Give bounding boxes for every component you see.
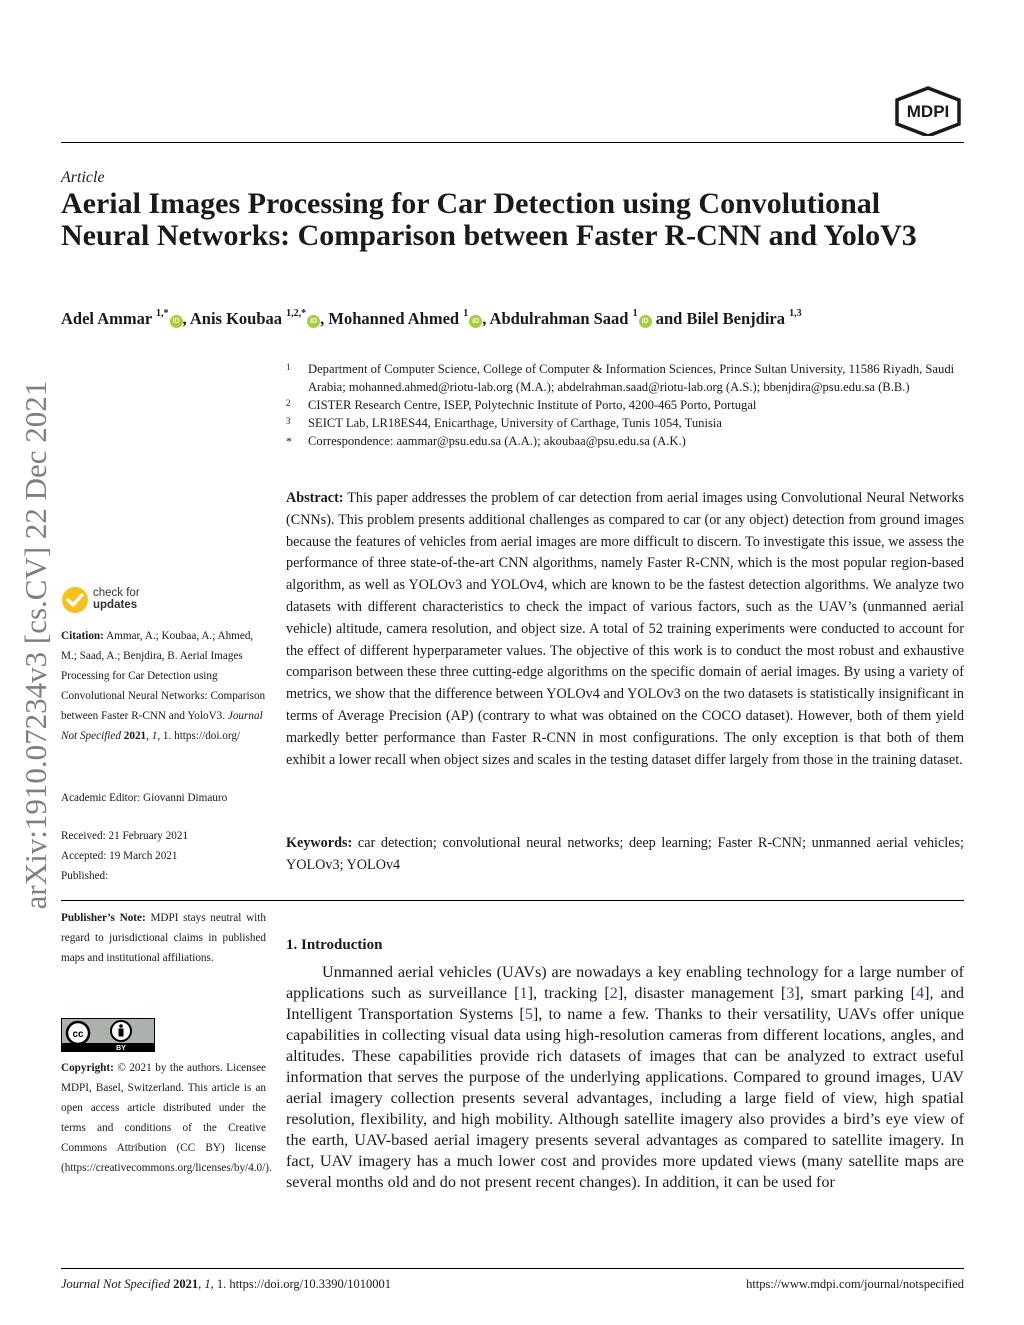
footer-doi[interactable]: , 1. https://doi.org/10.3390/1010001 — [210, 1277, 391, 1291]
affiliations — [286, 360, 966, 450]
arxiv-stamp: arXiv:1910.07234v3 [cs.CV] 22 Dec 2021 — [18, 380, 53, 910]
cc-by-label: BY — [116, 1045, 126, 1052]
published-date: Published: — [61, 870, 109, 882]
affiliation-mark: 1 — [286, 362, 291, 372]
footer-volume: 1 — [204, 1277, 211, 1291]
citation-journal: Journal Not Specified — [61, 710, 263, 742]
citation-label: Citation: — [61, 630, 104, 642]
affiliation-item — [286, 432, 966, 450]
affiliation-item — [286, 396, 966, 414]
footer-rule — [61, 1268, 964, 1269]
article-type: Article — [61, 169, 105, 186]
citation-link[interactable]: 4 — [915, 984, 925, 1002]
citation-volume: 1 — [151, 730, 158, 742]
check-for-updates-button[interactable] — [61, 584, 181, 620]
affiliation-mark: * — [286, 434, 292, 448]
footer-journal: Journal Not Specified — [61, 1277, 171, 1291]
publisher-note-label: Publisher’s Note: — [61, 912, 146, 924]
citation-year: 2021 — [123, 730, 147, 742]
author-list: Adel Ammar $^{1,*}$iD , Anis Koubaa $^{1,2,*}$iD , Mohanned Ahmed $^1$iD , Abdulrahman Saad $^1$iD and Bilel Benjdira $^{1,3}$ — [61, 307, 802, 328]
citation-page: , 1. https://doi.org/ — [157, 730, 241, 742]
footer-url[interactable]: https://www.mdpi.com/journal/notspecified — [746, 1277, 964, 1291]
author-affiliation-mark: 1,2,* — [286, 307, 307, 319]
author-affiliation-mark: 1 — [632, 307, 638, 319]
mdpi-logo-text: MDPI — [906, 102, 950, 121]
author-affiliation-mark: 1,* — [156, 307, 169, 319]
affiliation-mark: 3 — [286, 416, 291, 426]
abstract-label: Abstract: — [286, 490, 344, 506]
received-date: Received: 21 February 2021 — [61, 830, 189, 842]
accepted-date: Accepted: 19 March 2021 — [61, 850, 178, 862]
intro-text-part: Unmanned aerial vehicles (UAVs) are nowadays a key enabling technology for a large number of applications such as surveillance [ — [286, 963, 964, 1002]
cc-icon-glyph: cc — [72, 1029, 84, 1040]
orcid-icon[interactable]: iD — [170, 315, 183, 328]
paper-title: Aerial Images Processing for Car Detection using Convolutional Neural Networks: Comparison between Faster R-CNN and YoloV3 — [61, 187, 917, 252]
section-heading: 1. Introduction — [286, 937, 383, 953]
keywords-text: car detection; convolutional neural networks; deep learning; Faster R-CNN; unmanned aerial vehicles; YOLOv3; YOLOv4 — [286, 835, 965, 873]
cc-by-license-badge[interactable] — [61, 1018, 155, 1052]
publisher-note-text: MDPI stays neutral with regard to jurisdictional claims in published maps and institutional affiliations. — [61, 912, 266, 964]
keywords-label: Keywords: — [286, 835, 353, 851]
author-name: Adel Ammar — [61, 309, 152, 328]
keywords — [286, 833, 964, 877]
citation-text: Ammar, A.; Koubaa, A.; Ahmed, M.; Saad, A.; Benjdira, B. Aerial Images Processing for Car Detection using Convolutional Neural Networks: Comparison between Faster R-CNN and YoloV3. — [61, 630, 266, 722]
copyright-notice — [61, 1058, 272, 1178]
publication-dates — [61, 826, 266, 886]
orcid-icon[interactable]: iD — [307, 315, 320, 328]
intro-text-part: ], disaster management [ — [617, 984, 787, 1002]
author-name: Mohanned Ahmed — [328, 309, 460, 328]
citation-link[interactable]: 1 — [519, 984, 528, 1002]
check-updates-line1: check for — [93, 587, 140, 599]
footer-citation: Journal Not Specified 2021, 1, 1. https://doi.org/10.3390/1010001 — [61, 1277, 391, 1291]
intro-text-part: ], and Intelligent Transportation Systems [ — [286, 984, 965, 1023]
citation-link[interactable]: 3 — [786, 984, 795, 1002]
affiliation-item — [286, 414, 966, 432]
section-rule — [61, 900, 964, 901]
citation-link[interactable]: 5 — [524, 1005, 533, 1023]
affiliation-item — [286, 360, 966, 396]
intro-text-part: ], to name a few. Thanks to their versatility, UAVs offer unique capabilities in collecting visual data using high-resolution cameras from different locations, angles, and altitudes. These capabilities provide rich datasets of images that can be analyzed to extract useful information that serves the purpose of the underlying applications. Compared to ground images, UAV aerial imagery collection presents several advantages, including a large field of view, high spatial resolution, flexibility, and high mobility. Although satellite imagery also provides a bird’s eye view of the earth, UAV-based aerial imagery presents several advantages as compared to satellite imagery. In fact, UAV imagery has a much lower cost and provides more updated views (many satellite maps are several months old and do not present recent changes). In addition, it can be used for — [286, 1005, 965, 1191]
footer-year: 2021 — [173, 1277, 199, 1291]
author-affiliation-mark: 1 — [463, 307, 469, 319]
introduction-text — [286, 962, 964, 1193]
academic-editor: Academic Editor: Giovanni Dimauro — [61, 792, 228, 804]
affiliation-text: SEICT Lab, LR18ES44, Enicarthage, University of Carthage, Tunis 1054, Tunisia — [308, 416, 722, 430]
intro-text-part: ], tracking [ — [527, 984, 610, 1002]
author-name: Abdulrahman Saad — [489, 309, 629, 328]
copyright-label: Copyright: — [61, 1062, 114, 1074]
citation-block: Citation: Ammar, A.; Koubaa, A.; Ahmed, M.; Saad, A.; Benjdira, B. Aerial Images Processing for Car Detection using Convolutional Neural Networks: Comparison between Faster R-CNN and YoloV3. Journal Not Specified 2021, 1, 1. https://doi.org/ — [61, 630, 266, 742]
author-name: Anis Koubaa — [189, 309, 283, 328]
affiliation-mark: 2 — [286, 398, 291, 408]
affiliation-text: CISTER Research Centre, ISEP, Polytechnic Institute of Porto, 4200-465 Porto, Portugal — [308, 398, 757, 412]
author-joiner: and — [655, 309, 683, 328]
abstract — [286, 488, 964, 771]
author-affiliation-mark: 1,3 — [789, 307, 802, 319]
affiliation-text: Correspondence: aammar@psu.edu.sa (A.A.); akoubaa@psu.edu.sa (A.K.) — [308, 434, 686, 448]
intro-text-part: ], smart parking [ — [794, 984, 916, 1002]
abstract-text: This paper addresses the problem of car detection from aerial images using Convolutional Neural Networks (CNNs). This problem presents additional challenges as compared to car (or any object) detection from ground images because the features of vehicles from aerial images are more difficult to discern. To investigate this issue, we assess the performance of three state-of-the-art CNN algorithms, namely Faster R-CNN, which is the most popular region-based algorithm, as well as YOLOv3 and YOLOv4, which are known to be the fastest detection algorithms. We analyze two datasets with different characteristics to check the impact of various factors, such as the UAV’s (unmanned aerial vehicle) altitude, camera resolution, and object size. A total of 52 training experiments were conducted to account for the effect of different hyperparameter values. The objective of this work is to conduct the most robust and exhaustive comparison between these three cutting-edge algorithms on the specific domain of aerial images. By using a variety of metrics, we show that the difference between YOLOv4 and YOLOv3 on the two datasets is statistically insignificant in terms of Average Precision (AP) (contrary to what was obtained on the COCO dataset). However, both of them yield markedly better performance than Faster R-CNN in most configurations. The only exception is that both of them exhibit a lower recall when object sizes and scales in the testing dataset differ largely from those in the training dataset. — [286, 490, 964, 768]
publisher-note — [61, 908, 266, 968]
check-updates-line2: updates — [93, 599, 138, 611]
copyright-text: © 2021 by the authors. Licensee MDPI, Basel, Switzerland. This article is an open access article distributed under the terms and conditions of the Creative Commons Attribution (CC BY) license (https://creativecommons.org/licenses/by/4.0/). — [61, 1062, 272, 1174]
affiliation-text: Department of Computer Science, College of Computer & Information Sciences, Prince Sultan University, 11586 Riyadh, Saudi Arabia; mohanned.ahmed@riotu-lab.org (M.A.); abdelrahman.saad@riotu-lab.org (A.S.); bbenjdira@psu.edu.sa (B.B.) — [308, 362, 955, 394]
citation-link[interactable]: 2 — [609, 984, 618, 1002]
check-updates-icon — [61, 586, 89, 614]
mdpi-logo — [893, 86, 963, 136]
orcid-icon[interactable]: iD — [639, 315, 652, 328]
orcid-icon[interactable]: iD — [469, 315, 482, 328]
header-rule — [61, 142, 964, 143]
author-name: Bilel Benjdira — [686, 309, 786, 328]
